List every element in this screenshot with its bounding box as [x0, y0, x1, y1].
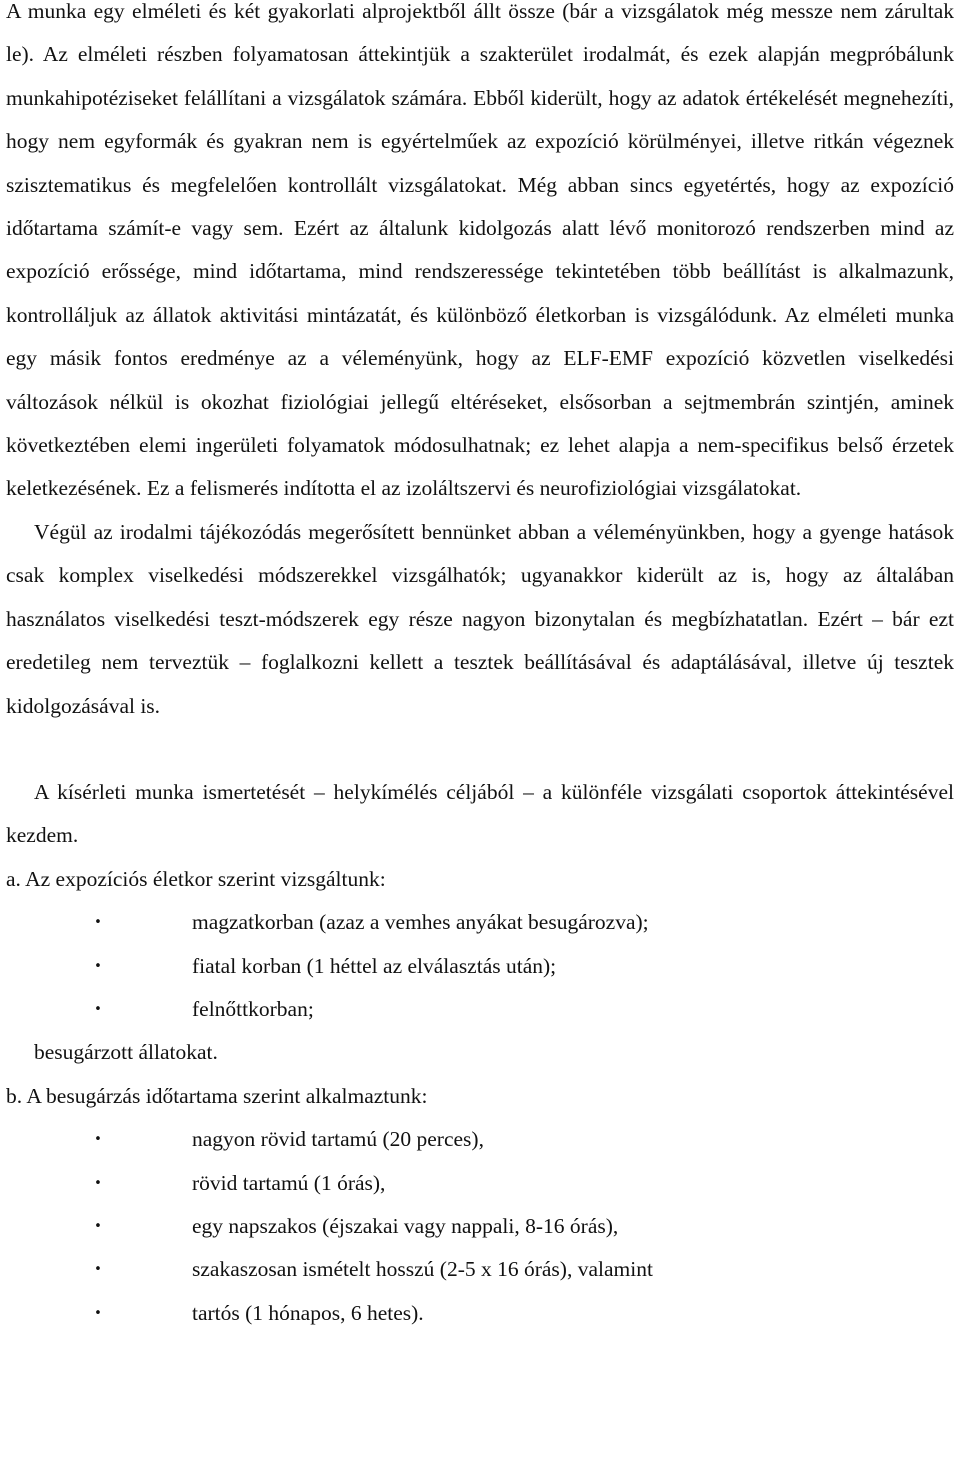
- paragraph-theoretical-work: A munka egy elméleti és két gyakorlati alprojektből állt össze (bár a vizsgálatok még messze nem zárultak le). Az elméleti részben folyamatosan áttekintjük a szakterület irodalmát, és ezek alapján megpróbálunk munkahipotéziseket felállítani a vizsgálatok számára. Ebből kiderült, hogy az adatok értékelését megnehezíti, hogy nem egyformák és gyakran nem is egyértelműek az expozíció körülményei, illetve ritkán végeznek szisztematikus és megfelelően kontrollált vizsgálatokat. Még abban sincs egyetértés, hogy az expozíció időtartama számít-e vagy sem. Ezért az általunk kidolgozás alatt lévő monitorozó rendszerben mind az expozíció erőssége, mind időtartama, mind rendszeressége tekintetében több beállítást is alkalmazunk, kontrolláljuk az állatok aktivitási mintázatát, és különböző életkorban is vizsgálódunk. Az elméleti munka egy másik fontos eredménye az a véleményünk, hogy az ELF-EMF expozíció közvetlen viselkedési változások nélkül is okozhat fiziológiai jellegű eltéréseket, elsősorban a sejtmembrán szintjén, aminek következtében elemi ingerületi folyamatok módosulhatnak; ez lehet alapja a nem-specifikus belső érzetek keletkezésének. Ez a felismerés indította el az izoláltszervi és neurofiziológiai vizsgálatokat.: [6, 0, 954, 501]
- list-b-exposure-duration: [6, 1118, 954, 1335]
- list-item-text: tartós (1 hónapos, 6 hetes).: [192, 1300, 424, 1325]
- document-page: [6, 0, 954, 1335]
- list-b-heading: b. A besugárzás időtartama szerint alkalmaztunk:: [6, 1083, 428, 1108]
- list-item: [6, 1162, 954, 1205]
- list-item: [6, 1248, 954, 1291]
- bullet-icon: •: [94, 1305, 102, 1321]
- list-item: [6, 901, 954, 944]
- paragraph-literature-review: Végül az irodalmi tájékozódás megerősített bennünket abban a véleményünkben, hogy a gyenge hatások csak komplex viselkedési módszerekkel vizsgálhatók; ugyanakkor kiderült az is, hogy az általában használatos viselkedési teszt-módszerek egy része nagyon bizonytalan és megbízhatatlan. Ezért – bár ezt eredetileg nem terveztük – foglalkozni kellett a tesztek beállításával és adaptálásával, illetve új tesztek kidolgozásával is.: [6, 519, 954, 718]
- bullet-icon: •: [94, 1262, 102, 1278]
- list-item-text: rövid tartamú (1 órás),: [192, 1170, 386, 1195]
- bullet-icon: •: [94, 1218, 102, 1234]
- list-item-text: fiatal korban (1 héttel az elválasztás után);: [192, 953, 557, 978]
- list-item-text: szakaszosan ismételt hosszú (2-5 x 16 órás), valamint: [192, 1257, 653, 1282]
- list-item-text: felnőttkorban;: [192, 996, 314, 1021]
- list-item-text: nagyon rövid tartamú (20 perces),: [192, 1127, 484, 1152]
- list-a-heading: a. Az expozíciós életkor szerint vizsgáltunk:: [6, 866, 386, 891]
- list-item: [6, 945, 954, 988]
- bullet-icon: •: [94, 1001, 102, 1017]
- list-item: [6, 988, 954, 1031]
- bullet-icon: •: [94, 915, 102, 931]
- list-item-text: egy napszakos (éjszakai vagy nappali, 8-16 órás),: [192, 1213, 619, 1238]
- bullet-icon: •: [94, 1175, 102, 1191]
- list-item: [6, 1292, 954, 1335]
- paragraph-experimental-intro: A kísérleti munka ismertetését – helykímélés céljából – a különféle vizsgálati csoportok áttekintésével kezdem.: [6, 779, 954, 848]
- list-a-closing-text: besugárzott állatokat.: [34, 1040, 218, 1065]
- list-a-exposure-age: [6, 901, 954, 1031]
- list-item-text: magzatkorban (azaz a vemhes anyákat besugározva);: [192, 910, 649, 935]
- list-item: [6, 1205, 954, 1248]
- bullet-icon: •: [94, 1132, 102, 1148]
- bullet-icon: •: [94, 958, 102, 974]
- list-item: [6, 1118, 954, 1161]
